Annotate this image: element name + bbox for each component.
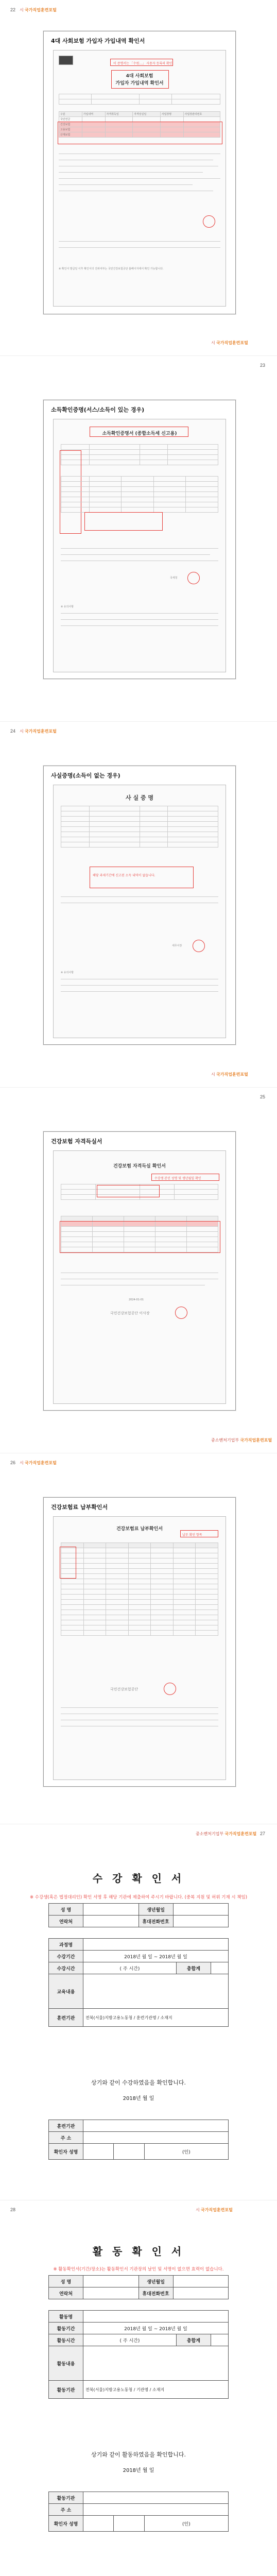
document-frame — [43, 400, 236, 679]
content-highlight — [90, 867, 194, 888]
header-brand: 중소벤처기업부 국가직업훈련포털 — [196, 1832, 257, 1836]
form-note: ※ 수강생(혹은 법정대리인) 확인 서명 후 해당 기관에 제출하여 주시기 바랍니다. (중복 지원 및 허위 기재 시 책임) — [29, 1895, 248, 1900]
notice-label: ※ 유의사항 — [61, 971, 74, 974]
income-table — [61, 476, 218, 513]
frame-title: 소득확인증명(서스/소득이 있는 경우) — [51, 406, 145, 413]
doc-title: 건강보험료 납부확인서 — [116, 1527, 163, 1532]
callout-text: 납부 확인 항목 — [182, 1533, 202, 1537]
doc-title-2: 가입자 가입내역 확인서 — [115, 81, 164, 86]
document-image — [53, 1516, 226, 1780]
page-27 — [0, 1824, 277, 2200]
page-number: 27 — [260, 1831, 266, 1836]
applicant-table: 성 명 생년월일 연락처 휴대전화번호 — [48, 2275, 229, 2299]
callout-box — [180, 1530, 218, 1537]
doc-title: 사 실 증 명 — [126, 794, 153, 801]
applicant-table: 성 명 생년월일 연락처 휴대전화번호 — [48, 1903, 229, 1927]
footer-brand: 시 국가직업훈련포털 — [211, 341, 248, 345]
person-highlight — [97, 1185, 160, 1197]
issuer-name: 국민건강보험공단 — [110, 1687, 138, 1691]
form-title: 활 동 확 인 서 — [92, 2245, 185, 2258]
left-highlight — [60, 1547, 76, 1579]
rows-highlight — [60, 1221, 220, 1253]
document-frame — [43, 1497, 236, 1787]
doc-title: 건강보험 자격득실 확인서 — [113, 1164, 166, 1169]
page-number: 26 — [10, 1460, 16, 1465]
confirm-text: 상기와 같이 수강하였음을 확인합니다. — [91, 2079, 186, 2086]
confirm-date: 2018년 월 일 — [123, 2096, 154, 2102]
form-note: ※ 활동확인서(기간/장소)는 활동확인서 기관장의 날인 및 서명이 없으면 효력이 없습니다. — [53, 2267, 224, 2272]
applicant-table — [61, 806, 218, 848]
title-highlight — [90, 427, 188, 437]
callout-text: 이 증명서는 「수원…」 사용자 등록의 확인 — [113, 62, 172, 65]
history-table: 구분 가입내역 자격취득일 자격상실일 사업장명 사업장관리번호 국민연금 건강보험 고용보험 산재보험 — [59, 111, 220, 138]
page-number: 24 — [10, 728, 16, 734]
document-frame — [43, 31, 236, 314]
footer-brand: 중소벤처기업부 국가직업훈련포털 — [211, 1438, 272, 1443]
signature-table: 활동기관 주 소 확인자 성명 (인) — [48, 2492, 229, 2532]
confirm-date: 2018년 월 일 — [123, 2468, 154, 2473]
doc-title: 소득확인증명서 (종합소득세 신고용) — [102, 431, 177, 436]
header-brand: 시 국가직업훈련포털 — [20, 8, 57, 12]
page-number: 25 — [260, 1094, 266, 1099]
page-26 — [0, 1453, 277, 1824]
issuer-stamp — [203, 215, 215, 228]
title-highlight — [111, 70, 169, 89]
info-table — [59, 94, 220, 105]
signature-table: 훈련기관 주 소 확인자 성명 (인) — [48, 2120, 229, 2160]
page-24 — [0, 721, 277, 1087]
document-frame — [43, 766, 236, 1045]
frame-title: 4대 사회보험 가입자 가입내역 확인서 — [51, 38, 145, 44]
logo-block — [59, 56, 73, 65]
applicant-table — [61, 444, 218, 465]
callout-text: 수강생 본인 성명 및 생년월일 확인 — [154, 1177, 201, 1180]
rows-highlight — [58, 122, 222, 144]
notice-label: ※ 유의사항 — [61, 605, 74, 608]
tax-office-stamp — [187, 572, 200, 584]
document-frame — [43, 1131, 236, 1411]
income-highlight — [84, 512, 163, 531]
frame-title: 건강보험 자격득실서 — [51, 1138, 102, 1145]
document-image — [53, 1150, 226, 1404]
issuer-stamp — [175, 1307, 187, 1319]
header-brand: 시 국가직업훈련포털 — [20, 729, 57, 734]
page-number: 23 — [260, 363, 266, 368]
page-28 — [0, 2200, 277, 2576]
course-table: 과정명 수강기간 2018년 월 일 ~ 2018년 월 일 수강시간 ( 주 시간) 총합계 교육내용 훈련기관 전북(서울)지방고용노동청 / 훈련기관명 / 소재지 — [48, 1938, 229, 2027]
header-brand: 시 국가직업훈련포털 — [196, 2208, 233, 2212]
header-brand: 시 국가직업훈련포털 — [20, 1461, 57, 1465]
issuer-stamp — [164, 1683, 176, 1695]
activity-table: 활동명 활동기간 2018년 월 일 ~ 2018년 월 일 활동시간 ( 주 시간) 총합계 활동내용 활동기관 전북(서울)지방고용노동청 / 기관명 / 소재지 — [48, 2310, 229, 2399]
tax-office-stamp — [193, 940, 205, 952]
form-title: 수 강 확 인 서 — [92, 1872, 185, 1885]
page-22 — [0, 0, 277, 355]
confirm-text: 상기와 같이 활동하였음을 확인합니다. — [91, 2451, 186, 2458]
footer-brand: 시 국가직업훈련포털 — [211, 1072, 248, 1077]
highlight-text: 해당 과세기간에 신고된 소득 내역이 없습니다. — [93, 874, 155, 877]
document-image — [53, 419, 226, 672]
page-number: 22 — [10, 7, 16, 12]
document-image — [53, 785, 226, 1038]
frame-title: 건강보험료 납부확인서 — [51, 1504, 108, 1511]
stamp-label: 국세청 — [170, 577, 178, 580]
office-name: 세무서장 — [172, 944, 182, 947]
page-23 — [0, 355, 277, 721]
page-number: 28 — [10, 2207, 16, 2212]
callout-box — [110, 59, 173, 66]
issue-date: 2024-01-01 — [129, 1298, 144, 1301]
payment-table — [61, 1543, 218, 1636]
callout-box — [151, 1174, 219, 1181]
doc-title-1: 4대 사회보험 — [126, 74, 153, 79]
page-25 — [0, 1087, 277, 1453]
frame-title: 사실증명(소득이 없는 경우) — [51, 772, 120, 779]
footer-note: ※ 확인서 발급일 이후 확인서의 진위여부는 국민건강보험공단 홈페이지에서 확인 가능합니다. — [59, 267, 164, 270]
issuer-name: 국민건강보험공단 이사장 — [110, 1311, 150, 1315]
document-image — [53, 50, 226, 307]
